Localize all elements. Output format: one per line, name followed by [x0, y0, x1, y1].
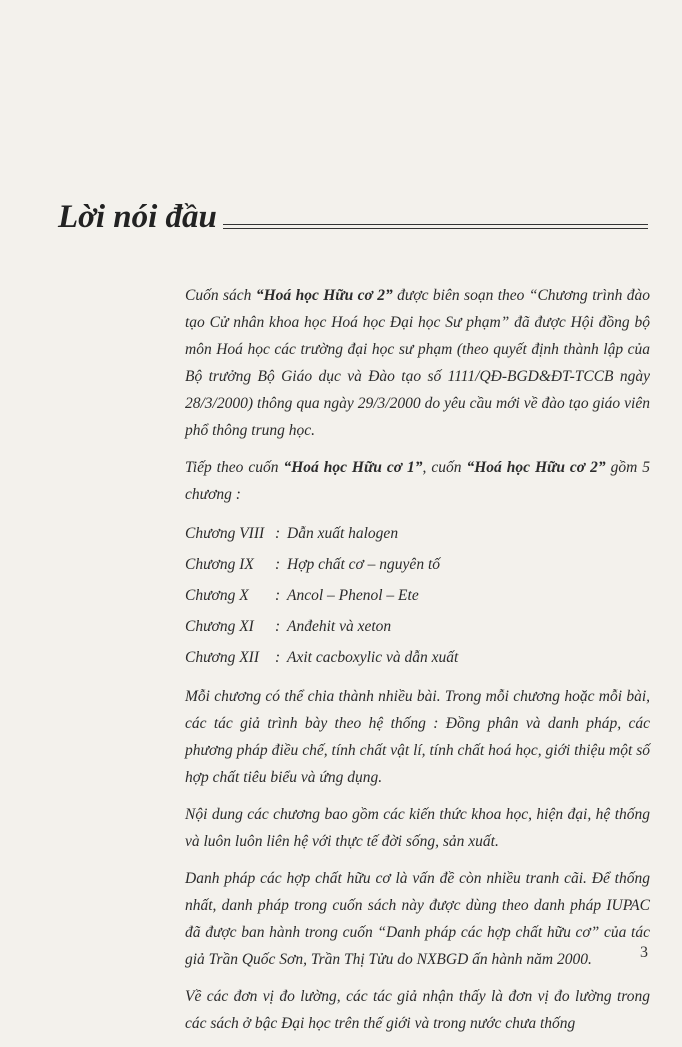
intro-suffix: được biên soạn theo “Chương trình đào tạo Cử nhân khoa học Hoá học Đại học Sư phạm” đã được Hội đồng bộ môn Hoá học các trường đại học sư phạm (theo quyết định thành lập của Bộ trưởng Bộ Giáo dục và Đào tạo số 1111/QĐ-BGD&ĐT-TCCB ngày 28/3/2000) thông qua ngày 29/3/2000 do yêu cầu mới về đào tạo giáo viên phổ thông trung học. — [185, 287, 651, 439]
followup-paragraph — [185, 454, 650, 508]
chapter-separator: : — [275, 525, 281, 542]
body-paragraph: Danh pháp các hợp chất hữu cơ là vấn đề còn nhiều tranh cãi. Để thống nhất, danh pháp trong cuốn sách này được dùng theo danh pháp IUPAC đã được ban hành trong cuốn “Danh pháp các hợp chất hữu cơ” của tác giả Trần Quốc Sơn, Trần Thị Tửu do NXBGD ấn hành năm 2000. — [185, 870, 650, 968]
body-paragraph: Mỗi chương có thể chia thành nhiều bài. Trong mỗi chương hoặc mỗi bài, các tác giả trình bày theo hệ thống : Đồng phân và danh pháp, các phương pháp điều chế, tính chất vật lí, tính chất hoá học, giới thiệu một số hợp chất tiêu biểu và ứng dụng. — [185, 688, 650, 786]
chapter-title: Axit cacboxylic và dẫn xuất — [287, 649, 459, 666]
followup-book2: “Hoá học Hữu cơ 2” — [466, 459, 606, 476]
chapter-number: Chương VIII — [185, 525, 265, 542]
chapter-number: Chương XII — [185, 649, 259, 666]
chapter-separator: : — [275, 556, 281, 573]
page-number: 3 — [640, 944, 648, 961]
chapter-item — [185, 642, 650, 673]
chapter-item — [185, 549, 650, 580]
body-paragraph: Nội dung các chương bao gồm các kiến thức khoa học, hiện đại, hệ thống và luôn luôn liên hệ với thực tế đời sống, sản xuất. — [185, 806, 650, 850]
preface-body — [185, 282, 650, 1047]
heading-rule — [223, 224, 648, 229]
chapter-number: Chương IX — [185, 556, 254, 573]
chapter-item — [185, 580, 650, 611]
followup-prefix: Tiếp theo cuốn — [185, 459, 284, 476]
chapter-title: Dẫn xuất halogen — [287, 525, 399, 542]
chapter-item — [185, 611, 650, 642]
chapter-number: Chương XI — [185, 618, 254, 635]
intro-paragraph — [185, 282, 650, 444]
chapter-title: Anđehit và xeton — [287, 618, 392, 635]
heading-title: Lời nói đầu — [58, 199, 217, 235]
body-paragraph: Về các đơn vị đo lường, các tác giả nhận thấy là đơn vị đo lường trong các sách ở bậc Đại học trên thế giới và trong nước chưa thống — [185, 988, 650, 1032]
followup-book1: “Hoá học Hữu cơ 1” — [283, 459, 423, 476]
section-heading — [58, 197, 648, 237]
chapter-list — [185, 518, 650, 673]
followup-mid: , cuốn — [422, 459, 467, 476]
chapter-title: Ancol – Phenol – Ete — [287, 587, 419, 604]
show-through-text — [60, 60, 660, 168]
intro-prefix: Cuốn sách — [185, 287, 256, 304]
followup-suffix: gồm 5 chương : — [185, 459, 650, 503]
intro-book-title: “Hoá học Hữu cơ 2” — [255, 287, 393, 304]
chapter-item — [185, 518, 650, 549]
chapter-number: Chương X — [185, 587, 249, 604]
chapter-separator: : — [275, 618, 281, 635]
chapter-separator: : — [275, 587, 281, 604]
chapter-separator: : — [275, 649, 281, 666]
chapter-title: Hợp chất cơ – nguyên tố — [287, 556, 440, 573]
